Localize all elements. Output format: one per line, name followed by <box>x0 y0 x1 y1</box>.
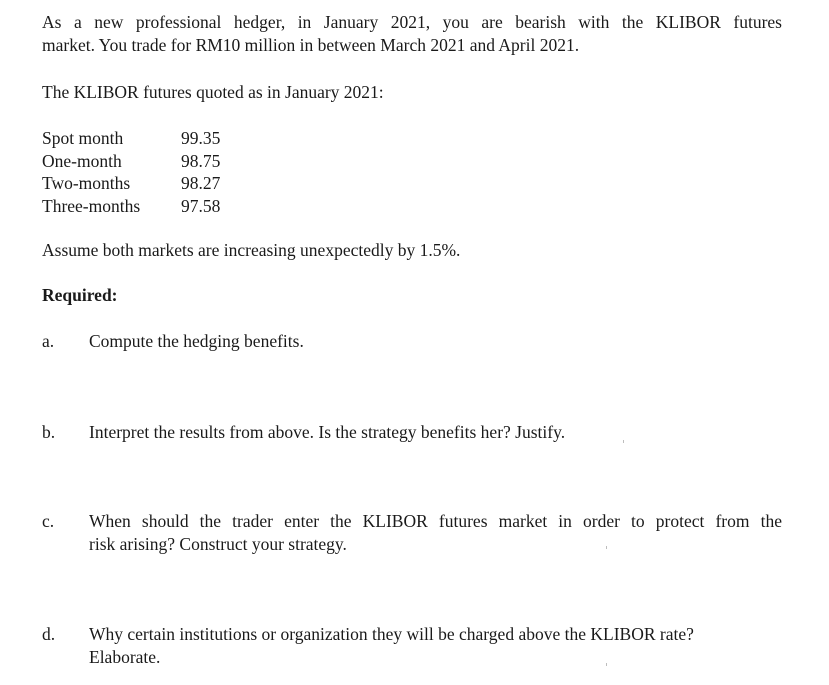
quote-label: Two-months <box>42 173 131 193</box>
quote-row <box>42 150 241 173</box>
quotes-heading: The KLIBOR futures quoted as in January 2021: <box>42 82 384 102</box>
question-letter: b. <box>42 422 56 442</box>
question-c <box>42 510 782 556</box>
quote-label: Three-months <box>42 195 141 216</box>
quote-value: 99.35 <box>181 128 221 148</box>
question-line: risk arising? Construct your strategy. <box>89 534 347 554</box>
required-heading: Required: <box>42 285 118 305</box>
quote-row <box>42 172 241 195</box>
quote-value: 98.27 <box>181 173 221 193</box>
question-line: When should the trader enter the KLIBOR futures market in order to protect from the <box>89 511 782 531</box>
quote-row <box>42 127 241 150</box>
question-line: Interpret the results from above. Is the strategy benefits her? Justify. <box>89 422 566 442</box>
assumption-text: Assume both markets are increasing unexpectedly by 1.5%. <box>42 240 461 260</box>
question-letter: d. <box>42 624 56 644</box>
question-letter: a. <box>42 331 55 351</box>
quote-label: Spot month <box>42 128 124 148</box>
futures-quote-table <box>42 127 241 217</box>
quote-row <box>42 195 241 218</box>
question-d <box>42 623 782 669</box>
scan-artifact <box>623 440 624 443</box>
question-text <box>89 623 782 669</box>
intro-line-2: market. You trade for RM10 million in between March 2021 and April 2021. <box>42 35 580 55</box>
question-letter: c. <box>42 511 55 531</box>
scan-artifact <box>606 663 607 666</box>
question-line: Elaborate. <box>89 647 161 667</box>
quote-value: 97.58 <box>181 195 221 216</box>
quote-value: 98.75 <box>181 150 221 171</box>
intro-paragraph <box>42 11 782 57</box>
question-a <box>42 330 782 353</box>
intro-line-1: As a new professional hedger, in January 2021, you are bearish with the KLIBOR futures <box>42 12 782 32</box>
question-text <box>89 330 782 353</box>
question-text <box>89 421 782 444</box>
question-b <box>42 421 782 444</box>
quote-label: One-month <box>42 150 122 171</box>
question-text <box>89 510 782 556</box>
scan-artifact <box>606 546 607 549</box>
question-line: Compute the hedging benefits. <box>89 331 304 351</box>
question-line: Why certain institutions or organization they will be charged above the KLIBOR rate? <box>89 624 694 644</box>
